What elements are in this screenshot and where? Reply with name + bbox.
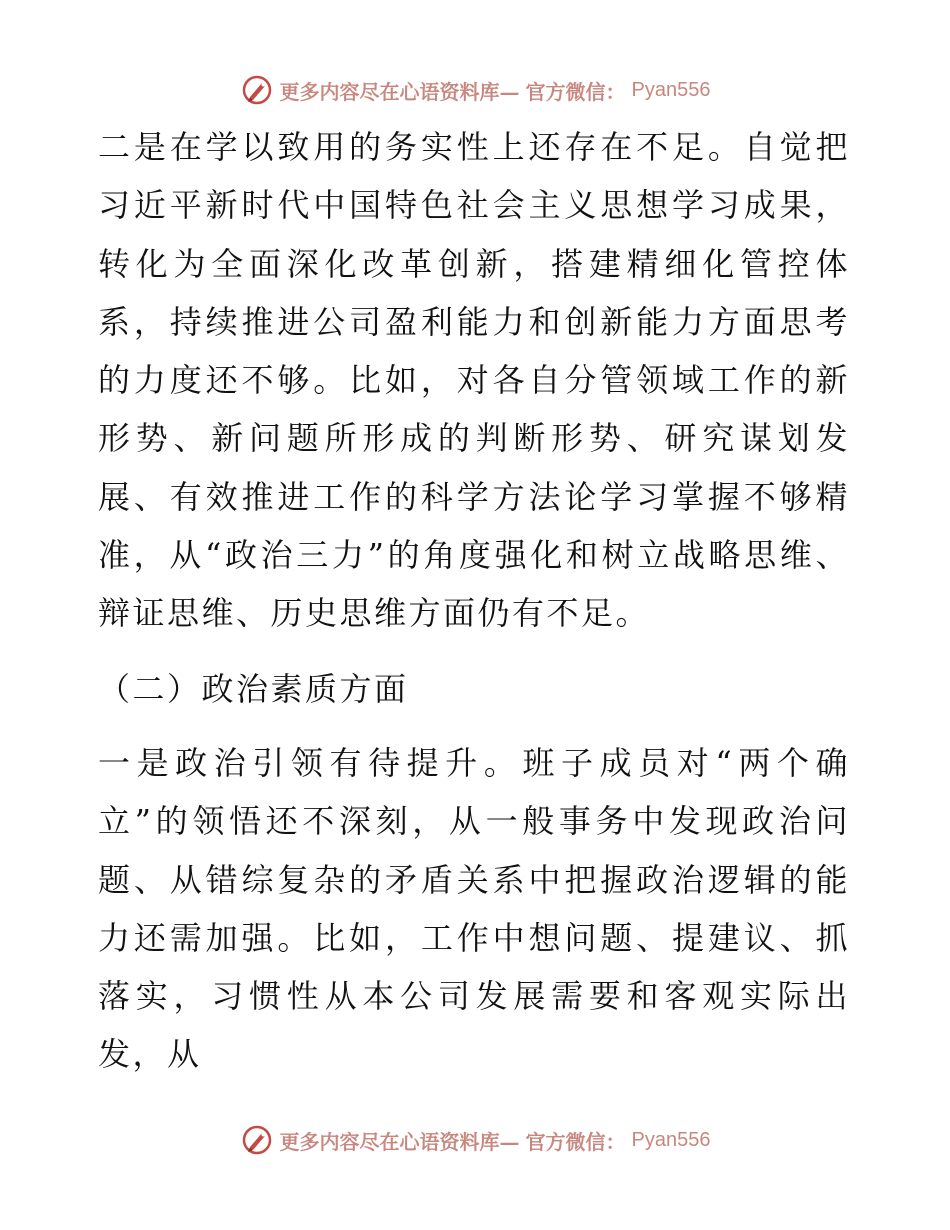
watermark-text: 更多内容尽在心语资料库—: [279, 1129, 520, 1154]
watermark-header: [0, 70, 950, 110]
watermark-footer: [0, 1120, 950, 1160]
body-paragraph: 一是政治引领有待提升。班子成员对“两个确立”的领悟还不深刻，从一般事务中发现政治问题、从错综复杂的矛盾关系中把握政治逻辑的能力还需加强。比如，工作中想问题、提建议、抓落实，习惯性从本公司发展需要和客观实际出发，从: [98, 744, 850, 1074]
watermark-wechat-label: 官方微信：: [525, 79, 626, 104]
watermark-wechat-id: Pyan556: [631, 1128, 711, 1151]
pen-logo-icon: [240, 1123, 274, 1157]
watermark-wechat-label: 官方微信：: [525, 1129, 626, 1154]
pen-logo-icon: [240, 73, 274, 107]
section-heading: （二）政治素质方面: [98, 670, 409, 708]
body-paragraph: 二是在学以致用的务实性上还存在不足。自觉把习近平新时代中国特色社会主义思想学习成果，转化为全面深化改革创新，搭建精细化管控体系，持续推进公司盈利能力和创新能力方面思考的力度还不够。比如，对各自分管领域工作的新形势、新问题所形成的判断形势、研究谋划发展、有效推进工作的科学方法论学习掌握不够精准，从“政治三力”的角度强化和树立战略思维、辩证思维、历史思维方面仍有不足。: [98, 128, 850, 633]
watermark-text: 更多内容尽在心语资料库—: [279, 79, 520, 104]
watermark-wechat-id: Pyan556: [631, 78, 711, 101]
